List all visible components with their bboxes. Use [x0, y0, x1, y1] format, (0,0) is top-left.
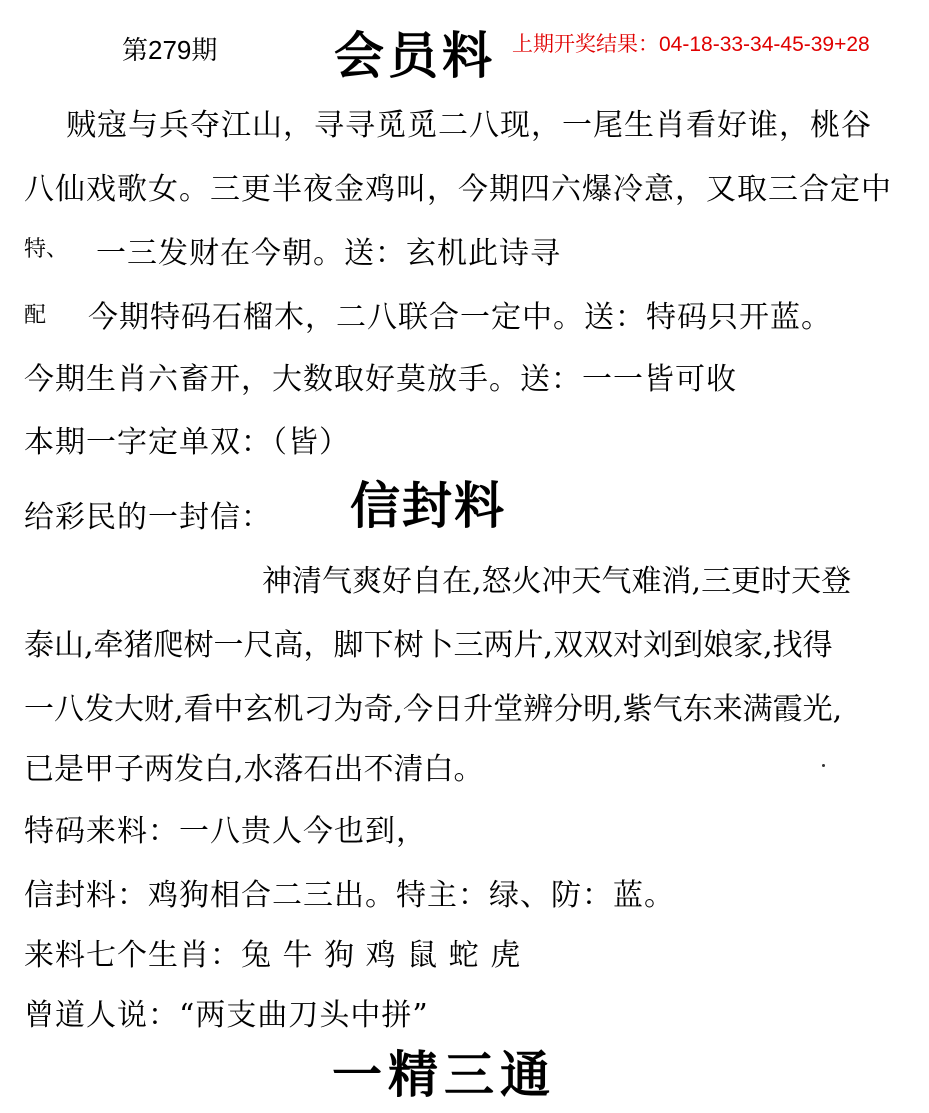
last-result: 上期开奖结果：04-18-33-34-45-39+28 — [512, 33, 870, 56]
daoren-line: 曾道人说：“两支曲刀头中拼” — [24, 998, 429, 1033]
letter-line-4: 已是甲子两发白,水落石出不清白。 — [24, 752, 484, 787]
speck-mark — [822, 764, 825, 767]
letter-title: 信封料 — [350, 476, 506, 535]
tema-line: 特码来料：一八贵人今也到， — [24, 814, 427, 849]
footer-slogan: 一精三通 — [332, 1045, 556, 1104]
page-title: 会员料 — [334, 26, 496, 85]
poem-line-6: 本期一字定单双：（皆） — [24, 425, 350, 460]
letter-line-1: 神清气爽好自在,怒火冲天气难消,三更时天登 — [262, 564, 852, 599]
poem-line-1: 贼寇与兵夺江山，寻寻觅觅二八现，一尾生肖看好谁，桃谷 — [66, 108, 872, 143]
poem-line-3-prefix: 特、 — [24, 237, 69, 262]
poem-line-5: 今期生肖六畜开，大数取好莫放手。送：一一皆可收 — [24, 362, 737, 397]
poem-line-4-prefix: 配 — [24, 303, 47, 328]
xinfeng-line: 信封料：鸡狗相合二三出。特主：绿、防：蓝。 — [24, 878, 675, 913]
issue-number: 第279期 — [122, 35, 218, 65]
letter-label: 给彩民的一封信： — [24, 500, 272, 535]
letter-line-3: 一八发大财,看中玄机刁为奇,今日升堂辨分明,紫气东来满霞光, — [24, 692, 843, 727]
poem-line-3: 一三发财在今朝。送：玄机此诗寻 — [96, 236, 561, 271]
letter-line-2: 泰山,牵猪爬树一尺高，脚下树卜三两片,双双对刘到娘家,找得 — [24, 628, 833, 663]
poem-line-2: 八仙戏歌女。三更半夜金鸡叫，今期四六爆冷意，又取三合定中 — [24, 172, 892, 207]
zodiac-line: 来料七个生肖：兔 牛 狗 鸡 鼠 蛇 虎 — [24, 938, 522, 973]
poem-line-4: 今期特码石榴木，二八联合一定中。送：特码只开蓝。 — [88, 300, 832, 335]
